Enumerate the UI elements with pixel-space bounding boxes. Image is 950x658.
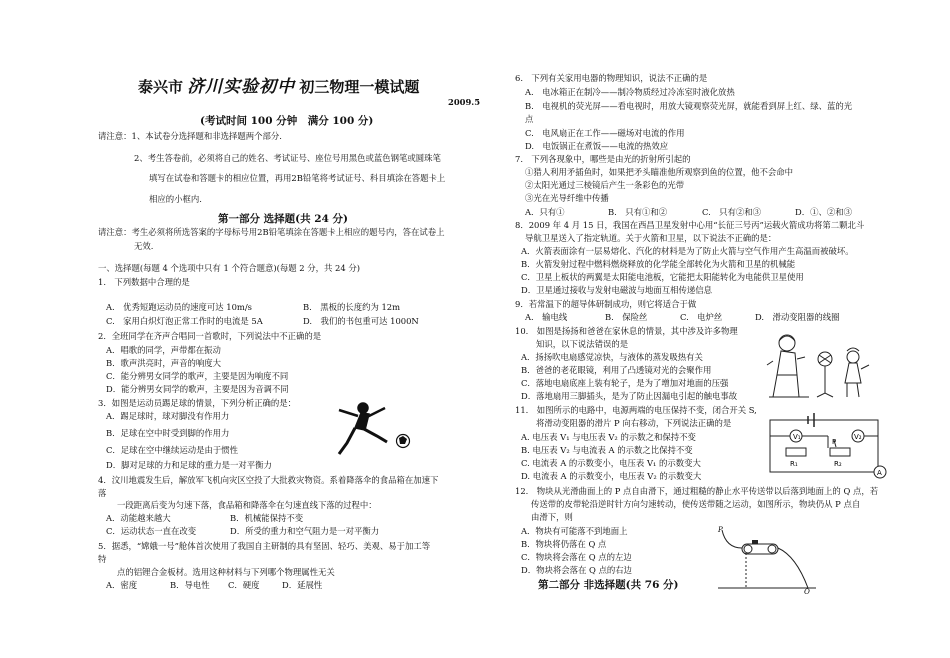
a-label: A	[877, 469, 882, 477]
q2-option-c: C．能分辨男女同学的歌声，主要是因为响度不同	[106, 371, 289, 381]
q12-option-d: D．物块将会落在 Q 点的右边	[521, 565, 633, 575]
belt-q-label: Q	[804, 588, 810, 594]
r1-label: R₁	[790, 460, 798, 468]
q6-option-d: D. 电饭锅正在煮饭——电流的热效应	[525, 141, 669, 151]
q4-stem-b: 落	[98, 488, 107, 498]
exam-date: 2009.5	[448, 97, 481, 107]
q8-option-a: A．火箭表面涂有一层易熔化、汽化的材料是为了防止火箭与空气作用产生高温而被破坏。	[521, 246, 854, 256]
q3-option-c: C．足球在空中继续运动是由于惯性	[106, 445, 239, 455]
q7-item-1: ①猎人利用矛插鱼时，如果把矛头瞄准他所观察到鱼的位置，他不会命中	[525, 167, 793, 177]
q4-option-a: A．动能越来越大	[106, 513, 171, 523]
q5-stem-c: 点的铝锂合金板材。选用这种材料与下列哪个物理属性无关	[117, 567, 335, 577]
q6-option-b2: 点	[525, 114, 534, 124]
q9-option-d: D. 滑动变阻器的线圈	[755, 312, 840, 322]
q5-stem-a: 5．据悉，“嫦娥一号”舱体首次使用了我国自主研制的具有坚固、轻巧、美观、易于加工等	[98, 541, 431, 551]
q1-option-b: B. 黑板的长度约为 12m	[303, 302, 401, 312]
q4-option-b: B．机械能保持不变	[230, 513, 304, 523]
q3-stem: 3．如图是运动员踢足球的情景，下列分析正确的是：	[98, 398, 296, 408]
title-school: 济川实验初中	[187, 77, 296, 97]
q7-item-2: ②太阳光通过三棱镜后产生一条彩色的光带	[525, 180, 685, 190]
part1-title: 第一部分 选择题(共 24 分)	[218, 213, 349, 225]
time-score: (考试时间 100 分钟 满分 100 分)	[200, 115, 374, 127]
q2-option-a: A．唱歌的同学，声带都在振动	[106, 345, 221, 355]
q8-option-b: B．火箭发射过程中燃料燃烧释放的化学能全部转化为火箭和卫星的机械能	[521, 259, 796, 269]
q12-stem-a: 12. 物块从光滑曲面上的 P 点自由滑下，通过粗糙的静止水平传送带以后落到地面上的 Q 点，若	[515, 486, 879, 496]
q5-stem-b: 特	[98, 554, 107, 564]
note-2b: 填写在试卷和答题卡的相应位置，再用2B铅笔将考试证号、科目填涂在答题卡上	[149, 173, 446, 183]
belt-p-label: P	[718, 526, 723, 534]
note-2c: 相应的小框内.	[149, 194, 202, 204]
q7-stem: 7. 下列各现象中，哪些是由光的折射所引起的	[515, 154, 691, 164]
q3-option-b: B．足球在空中时受到脚的作用力	[106, 428, 230, 438]
section-heading: 一、选择题(每题 4 个选项中只有 1 个符合题意)(每题 2 分，共 24 分)	[98, 263, 361, 273]
title-city: 泰兴市	[138, 79, 184, 96]
p-label: P	[832, 438, 837, 446]
q7-option-c: C. 只有②和③	[702, 207, 762, 217]
q12-stem-b: 传送带的皮带轮沿逆时针方向匀速转动，使传送带随之运动，如图所示，物块仍从 P 点自	[531, 499, 861, 509]
q10-option-c: C．落地电扇底座上装有轮子，是为了增加对地面的压强	[521, 378, 729, 388]
q11-option-c: C. 电流表 A 的示数变小，电压表 V₁ 的示数变大	[521, 458, 701, 468]
q8-stem-a: 8．2009 年 4 月 15 日，我国在西昌卫星发射中心用“长征三号丙”运载火箭成功将第二颗北斗	[515, 220, 865, 230]
q10-stem-b: 知识，以下说法错误的是	[536, 339, 629, 349]
q2-option-d: D．能分辨男女同学的歌声，主要是因为音调不同	[106, 384, 289, 394]
q8-option-d: D．卫星通过接收与发射电磁波与地面互相传递信息	[521, 285, 712, 295]
q4-stem-c: 一段距离后变为匀速下落，食品箱和降落伞在匀速直线下落的过程中：	[117, 500, 377, 510]
q10-option-a: A．扬扬吹电扇感觉凉快，与液体的蒸发吸热有关	[521, 352, 703, 362]
q11-stem-b: 将滑动变阻器的滑片 P 向右移动，下列说法正确的是	[536, 418, 732, 428]
q1-stem: 1. 下列数据中合理的是	[98, 277, 190, 287]
q6-option-b1: B. 电视机的荧光屏——看电视时，用放大镜观察荧光屏，就能看到屏上红、绿、蓝的光	[525, 101, 853, 111]
q11-option-d: D. 电流表 A 的示数变小，电压表 V₂ 的示数变大	[521, 471, 702, 481]
q7-option-b: B. 只有①和②	[608, 207, 668, 217]
q12-option-c: C．物块将会落在 Q 点的左边	[521, 552, 632, 562]
q4-option-c: C．运动状态一直在改变	[106, 526, 197, 536]
conveyor-belt-figure	[712, 522, 822, 594]
q6-option-a: A. 电冰箱正在制冷——制冷物质经过冷冻室时液化放热	[525, 87, 735, 97]
q2-option-b: B．歌声洪亮时，声音的响度大	[106, 358, 222, 368]
q3-option-a: A．踢足球时，球对脚没有作用力	[106, 411, 230, 421]
q7-option-d: D．①、②和③	[795, 207, 852, 217]
q11-option-b: B. 电压表 V₂ 与电流表 A 的示数之比保持不变	[521, 445, 693, 455]
part1-note-a: 请注意：考生必须将所选答案的字母标号用2B铅笔填涂在答题卡上相应的题号内，答在试卷上	[98, 227, 445, 237]
q7-option-a: A．只有①	[525, 207, 565, 217]
v2-label: V₂	[854, 433, 862, 441]
q10-option-d: D．落地扇用三脚插头，是为了防止因漏电引起的触电事故	[521, 391, 738, 401]
q9-stem: 9．若常温下的超导体研制成功，则它将适合于做	[515, 299, 697, 309]
q12-option-b: B．物块将仍落在 Q 点	[521, 539, 607, 549]
note-2a: 2、考生答卷前，必须将自己的姓名、考试证号、座位号用黑色或蓝色钢笔或圆珠笔	[134, 153, 441, 163]
q1-option-a: A. 优秀短跑运动员的速度可达 10m/s	[106, 302, 252, 312]
part1-note-b: 无效.	[134, 241, 154, 251]
exam-title	[138, 72, 419, 97]
r2-label: R₂	[834, 460, 842, 468]
q3-option-d: D．脚对足球的力和足球的重力是一对平衡力	[106, 460, 272, 470]
q10-stem-a: 10. 如图是扬扬和爸爸在家休息的情景，其中涉及许多物理	[515, 326, 738, 336]
q12-stem-c: 由滑下，则	[531, 512, 573, 522]
q5-option-a: A．密度	[106, 580, 138, 590]
note-1: 请注意：1、本试卷分选择题和非选择题两个部分.	[98, 131, 282, 141]
q10-option-b: B．爸爸的老花眼镜，利用了凸透镜对光的会聚作用	[521, 365, 712, 375]
q7-item-3: ③光在光导纤维中传播	[525, 193, 609, 203]
title-exam: 初三物理一模试题	[299, 79, 420, 96]
circuit-diagram	[768, 408, 888, 490]
part2-title: 第二部分 非选择题(共 76 分)	[538, 579, 679, 591]
q5-option-d: D．延展性	[282, 580, 323, 590]
q8-stem-b: 导航卫星送入了指定轨道。关于火箭和卫星，以下说法不正确的是：	[525, 233, 777, 243]
family-scene-figure	[765, 331, 873, 401]
q11-option-a: A. 电压表 V₁ 与电压表 V₂ 的示数之和保持不变	[521, 432, 696, 442]
q12-option-a: A．物块有可能落不到地面上	[521, 526, 628, 536]
q9-option-c: C. 电炉丝	[680, 312, 723, 322]
q6-option-c: C. 电风扇正在工作——磁场对电流的作用	[525, 128, 685, 138]
q8-option-c: C．卫星上板状的两翼是太阳能电池板，它能把太阳能转化为电能供卫星使用	[521, 272, 804, 282]
q1-option-d: D. 我们的书包重可达 1000N	[303, 316, 419, 326]
q5-option-b: B．导电性	[170, 580, 210, 590]
v1-label: V₁	[793, 433, 801, 441]
q1-option-c: C. 家用白炽灯泡正常工作时的电流是 5A	[106, 316, 263, 326]
q4-option-d: D．所受的重力和空气阻力是一对平衡力	[230, 526, 380, 536]
q6-stem: 6. 下列有关家用电器的物理知识，说法不正确的是	[515, 73, 708, 83]
q2-stem: 2．全班同学在齐声合唱同一首歌时，下列说法中不正确的是	[98, 331, 322, 341]
q9-option-b: B. 保险丝	[605, 312, 648, 322]
q11-stem-a: 11. 如图所示的电路中，电源两端的电压保持不变，闭合开关 S,	[515, 405, 757, 415]
q4-stem-a: 4．汶川地震发生后，解放军飞机向灾区空投了大批救灾物资。系着降落伞的食品箱在加速下	[98, 475, 439, 485]
soccer-player-figure	[325, 398, 417, 460]
q9-option-a: A. 输电线	[525, 312, 568, 322]
q5-option-c: C．硬度	[228, 580, 260, 590]
